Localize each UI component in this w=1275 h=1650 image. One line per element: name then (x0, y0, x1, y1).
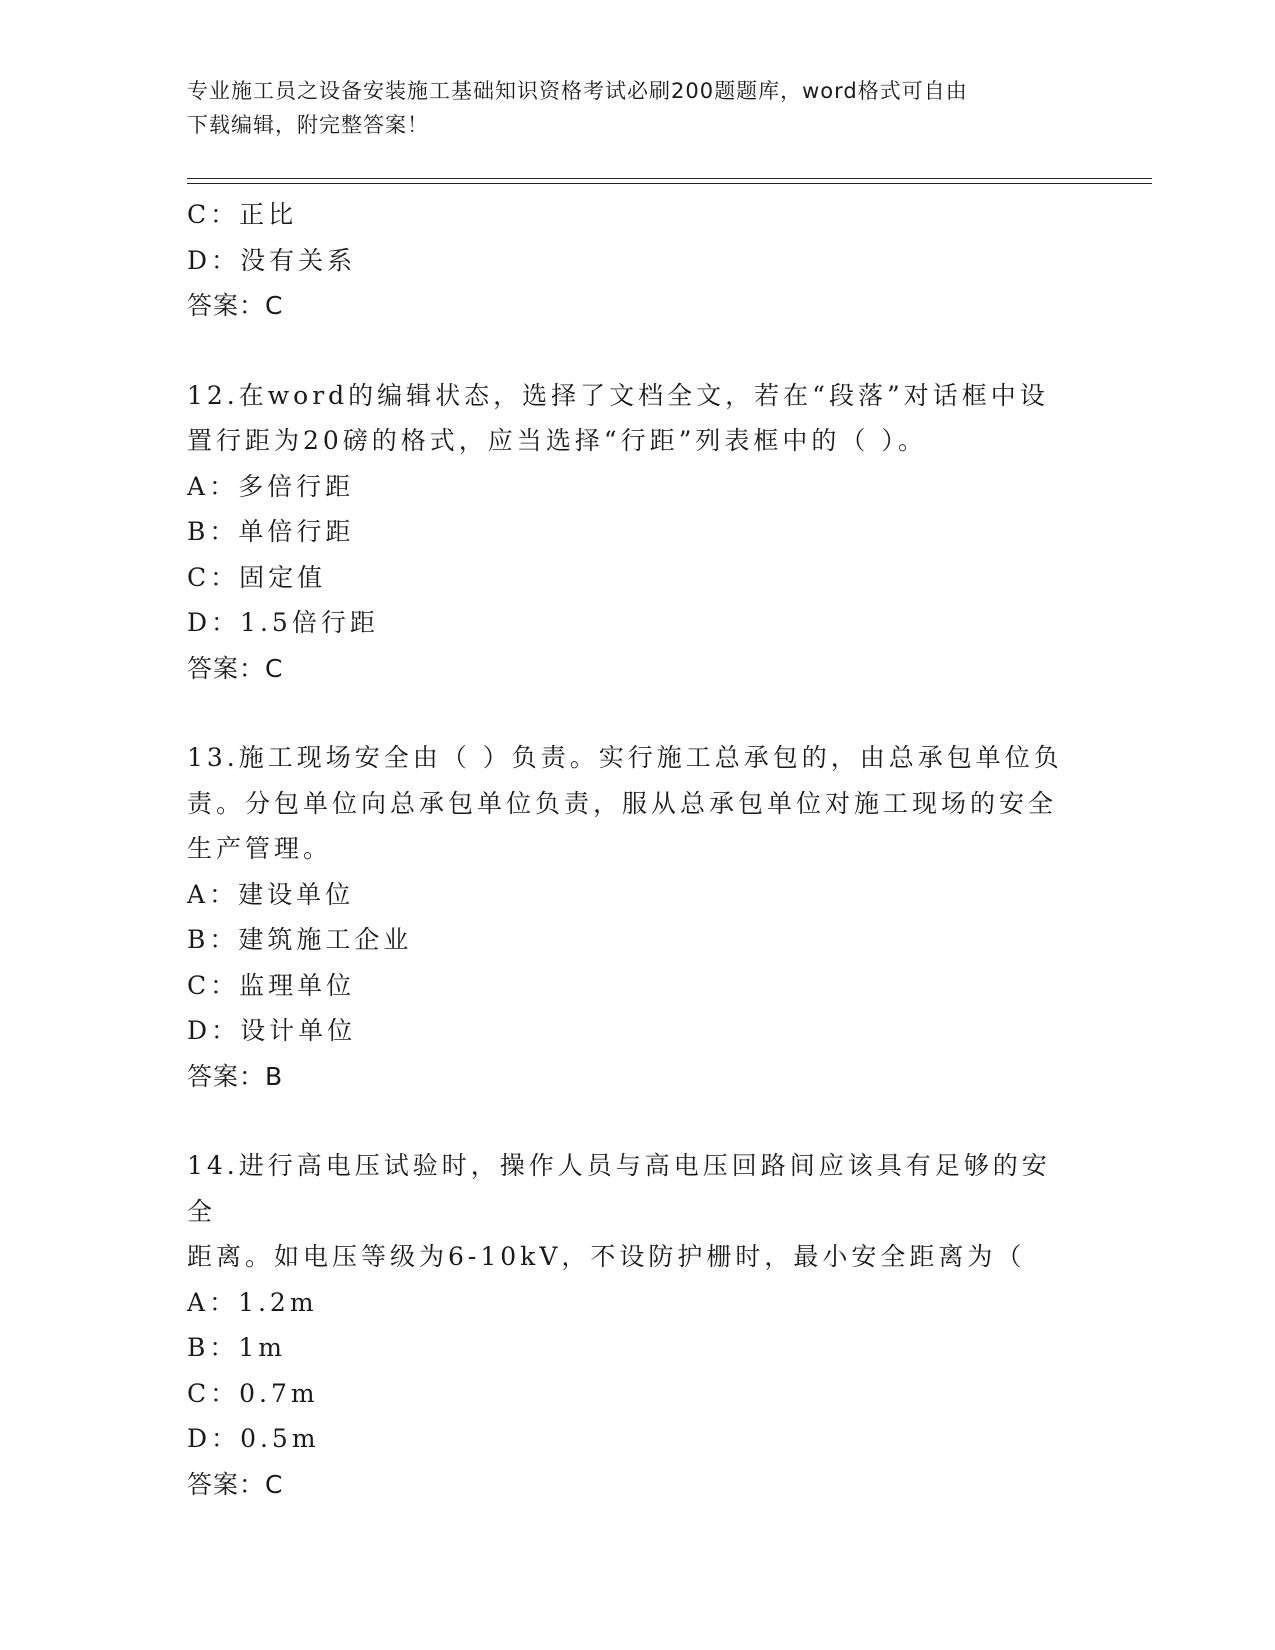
option-text: 设计单位 (240, 1016, 357, 1045)
option-text: 1.5倍行距 (240, 608, 379, 637)
option-c: C：固定值 (187, 562, 327, 592)
option-d: D：0.5m (187, 1424, 320, 1453)
question-13 (187, 735, 1087, 1099)
question-11 (187, 192, 1087, 329)
question-text-line: 14.进行高电压试验时，操作人员与高电压回路间应该具有足够的安全 (187, 1151, 1051, 1226)
header-divider-bottom (187, 183, 1152, 184)
question-text-line: 12.在word的编辑状态，选择了文档全文，若在“段落”对话框中设 (187, 380, 1049, 410)
option-text: 没有关系 (240, 245, 357, 275)
option-text: 建筑施工企业 (238, 925, 413, 954)
option-b: B：单倍行距 (187, 517, 355, 546)
option-text: 0.5m (240, 1424, 320, 1453)
option-c: C：0.7m (187, 1378, 319, 1408)
option-text: 1m (238, 1333, 287, 1362)
option-label: A (187, 471, 210, 501)
option-label: C (187, 1378, 211, 1408)
option-text: 多倍行距 (238, 471, 355, 501)
header-line-1: 专业施工员之设备安装施工基础知识资格考试必刷200题题库，word格式可自由 (187, 79, 968, 103)
option-label: B (187, 1333, 210, 1362)
option-d: D：1.5倍行距 (187, 608, 379, 637)
question-text-line: 距离。如电压等级为6-10kV，不设防护栅时，最小安全距离为（ (187, 1242, 1026, 1271)
option-c: C：监理单位 (187, 970, 356, 1000)
option-a: A：建设单位 (187, 879, 355, 909)
answer-line: 答案：C (187, 291, 284, 320)
question-14 (187, 1143, 1087, 1507)
document-body (187, 192, 1087, 1507)
option-label: D (187, 1016, 212, 1045)
option-text: 1.2m (238, 1287, 318, 1317)
option-c: C：正比 (187, 200, 298, 229)
option-label: A (187, 1287, 210, 1317)
document-header (187, 74, 1067, 142)
question-text-line: 生产管理。 (187, 834, 333, 863)
option-b: B：建筑施工企业 (187, 925, 413, 954)
option-label: B (187, 517, 210, 546)
question-text-line: 置行距为20磅的格式，应当选择“行距”列表框中的（ ）。 (187, 426, 927, 455)
option-label: C (187, 562, 211, 592)
header-divider-top (187, 178, 1152, 179)
option-label: B (187, 925, 210, 954)
option-d: D：没有关系 (187, 245, 357, 275)
question-12 (187, 373, 1087, 692)
option-label: C (187, 970, 211, 1000)
question-text-line: 13.施工现场安全由（ ）负责。实行施工总承包的，由总承包单位负 (187, 743, 1063, 772)
option-label: D (187, 608, 212, 637)
option-label: C (187, 200, 211, 229)
option-text: 建设单位 (238, 879, 355, 909)
option-label: D (187, 1424, 212, 1453)
option-text: 单倍行距 (238, 517, 355, 546)
option-label: D (187, 245, 212, 275)
option-a: A：1.2m (187, 1287, 318, 1317)
option-text: 0.7m (239, 1378, 319, 1408)
option-text: 正比 (239, 200, 298, 229)
option-b: B：1m (187, 1333, 287, 1362)
option-a: A：多倍行距 (187, 471, 355, 501)
header-line-2: 下载编辑，附完整答案！ (187, 113, 429, 137)
answer-line: 答案：C (187, 1469, 284, 1499)
option-text: 固定值 (239, 562, 327, 592)
answer-line: 答案：C (187, 653, 284, 683)
option-text: 监理单位 (239, 970, 356, 1000)
question-text-line: 责。分包单位向总承包单位负责，服从总承包单位对施工现场的安全 (187, 788, 1058, 818)
option-d: D：设计单位 (187, 1016, 357, 1045)
answer-line: 答案：B (187, 1061, 284, 1091)
option-label: A (187, 879, 210, 909)
